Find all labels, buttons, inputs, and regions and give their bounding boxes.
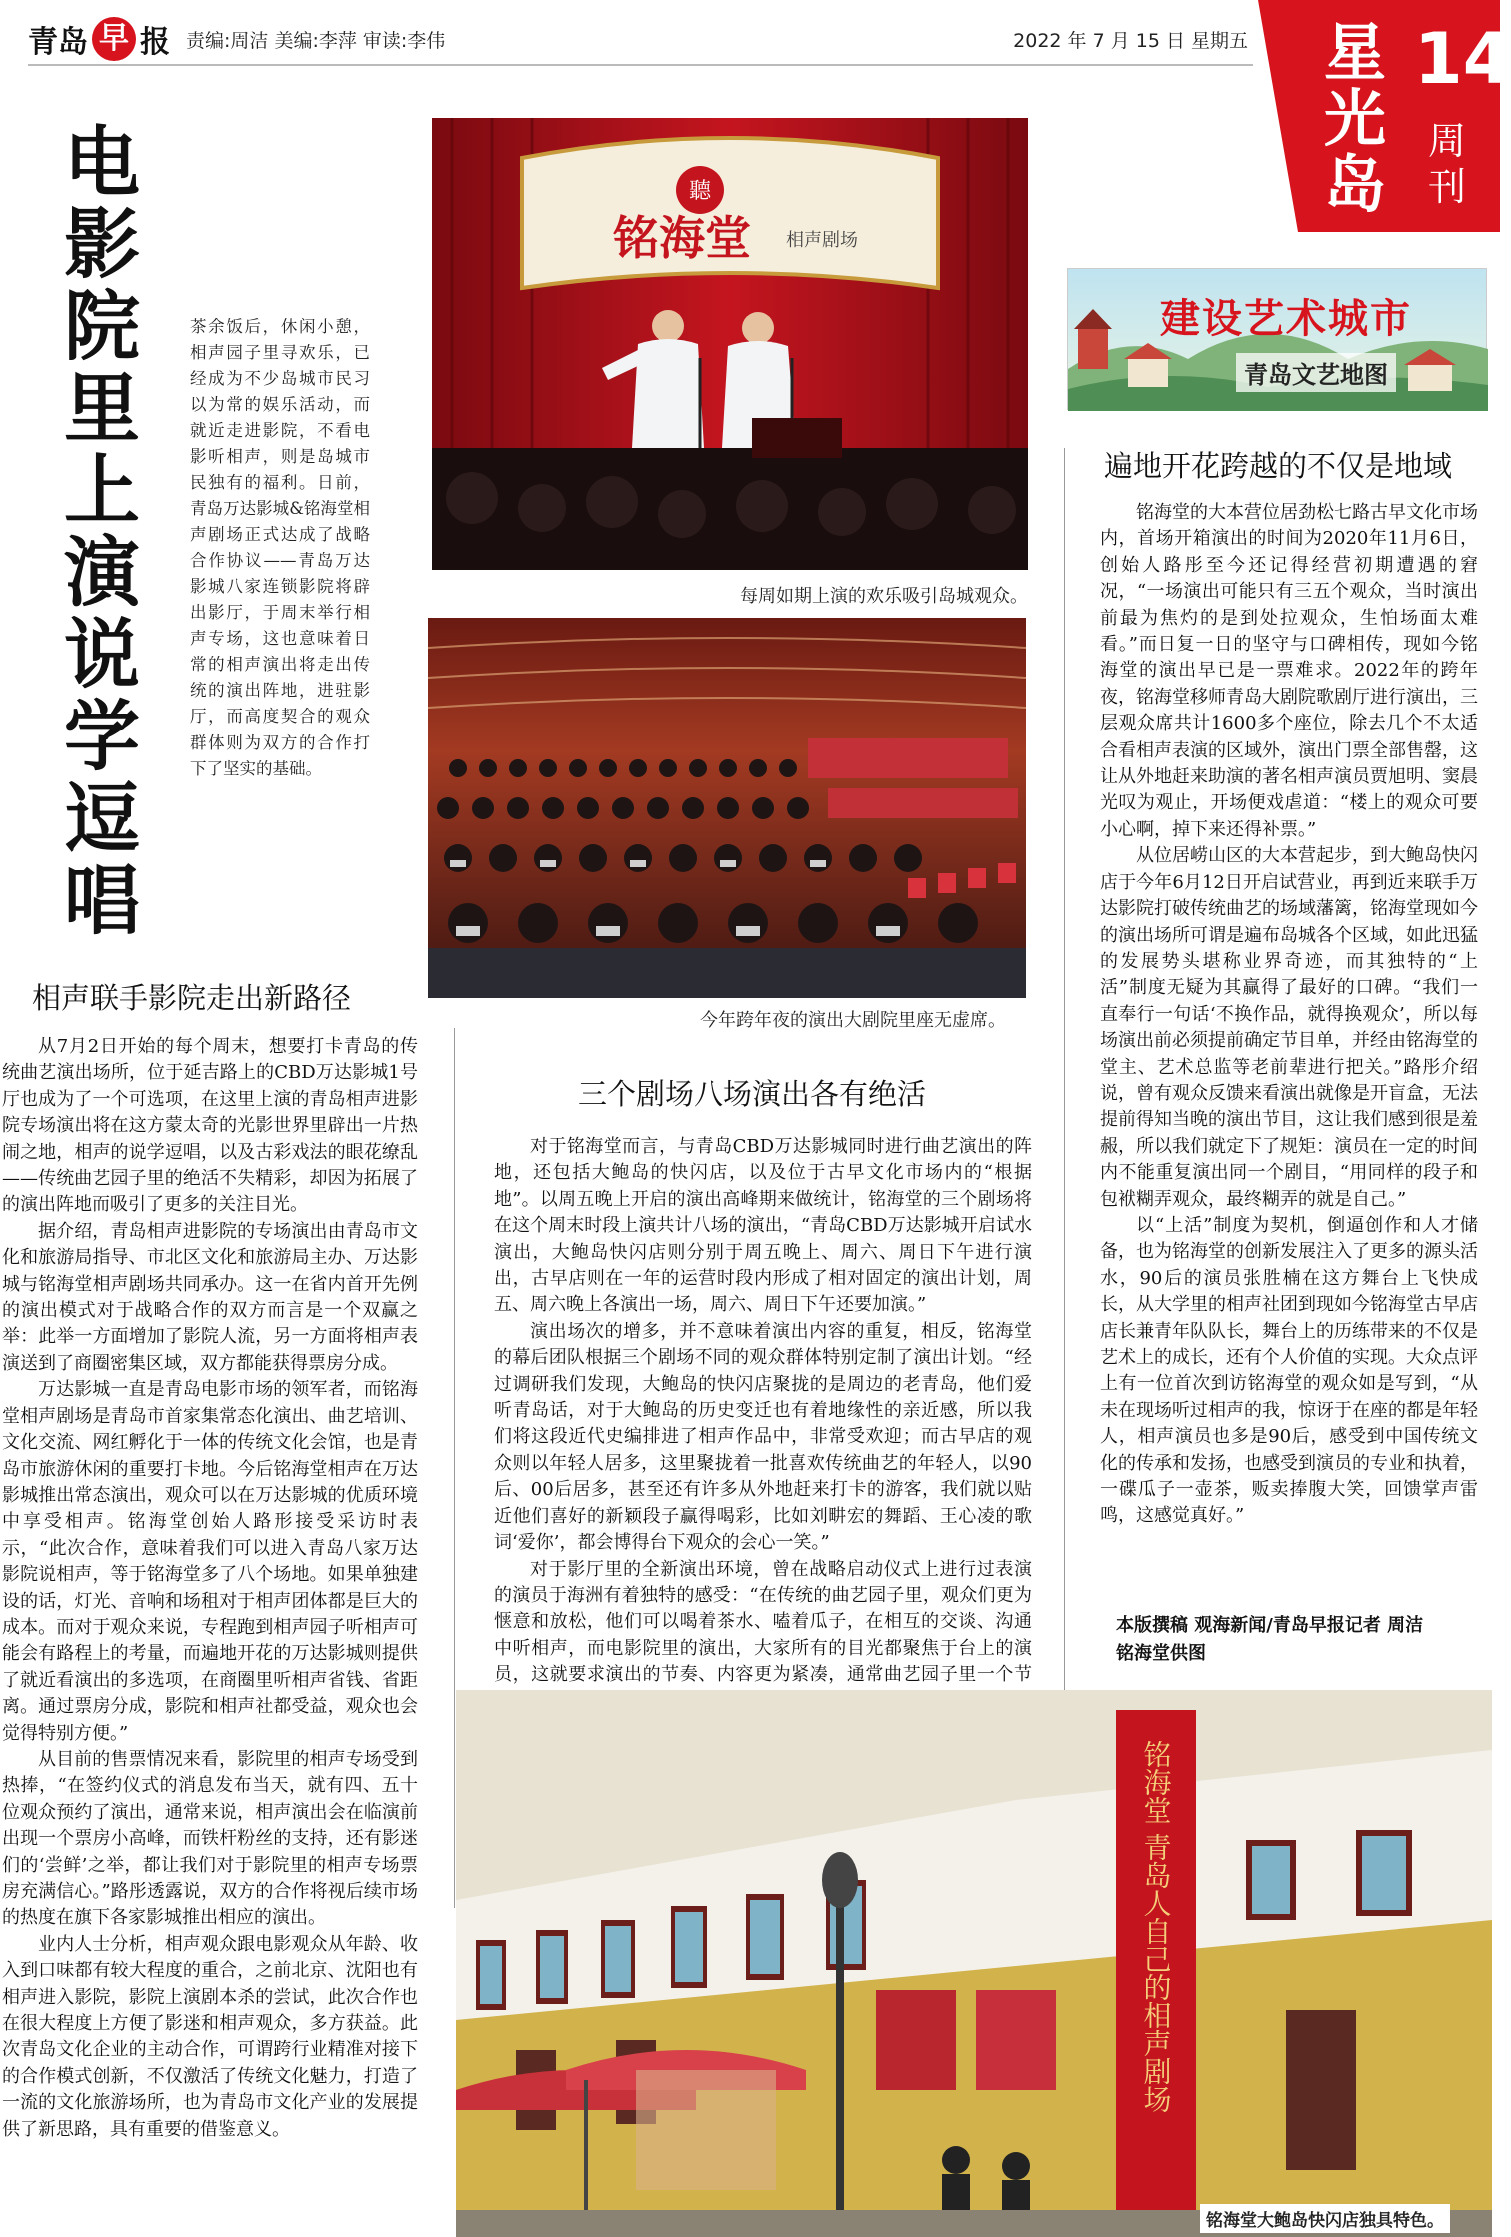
page-headline: 电影院里上演说学逗唱 <box>64 118 140 945</box>
section1-title: 相声联手影院走出新路径 <box>32 981 352 1015</box>
section1-paragraph: 从目前的售票情况来看，影院里的相声专场受到热捧，“在签约仪式的消息发布当天，就有四、五十位观众预约了演出，通常来说，相声演出会在临演前出现一个票房小高峰，而铁杆粉丝的支持，还有影迷们的‘尝鲜’之举，都让我们对于影院里的相声专场票房充满信心。”路彤透露说，双方的合作将视后续市场的热度在旗下各家影城推出相应的演出。 <box>2 1748 418 1929</box>
section1-paragraph: 业内人士分析，相声观众跟电影观众从年龄、收入到口味都有较大程度的重合，之前北京、沈阳也有相声进入影院，影院上演剧本杀的尝试，此次合作也在很大程度上方便了影迷和相声观众，多方获益。此次青岛文化企业的主动合作，可谓跨行业精准对接下的合作模式创新，不仅激活了传统文化魅力，打造了一流的文化旅游场所，也为青岛市文化产业的发展提供了新思路，具有重要的借鉴意义。 <box>2 1933 418 2140</box>
lead-paragraph: 茶余饭后，休闲小憩，相声园子里寻欢乐，已经成为不少岛城市民习以为常的娱乐活动，而就近走进影院，不看电影听相声，则是岛城市民独有的福利。日前，青岛万达影城&铭海堂相声剧场正式达成了战略合作协议——青岛万达影城八家连锁影院将辟出影厅，于周末举行相声专场，这也意味着日常的相声演出将走出传统的演出阵地，进驻影厅，而高度契合的观众群体则为双方的合作打下了坚实的基础。 <box>190 317 370 778</box>
masthead <box>28 14 1248 64</box>
stage-photo <box>432 118 1028 570</box>
art-city-banner <box>1067 268 1487 410</box>
storefront-illustration <box>456 1690 1492 2237</box>
credit-photo: 铭海堂供图 <box>1116 1643 1206 1664</box>
column-divider <box>1064 448 1065 1748</box>
section-tab <box>1298 0 1511 232</box>
storefront-photo <box>456 1690 1492 2237</box>
section3-paragraph: 从位居崂山区的大本营起步，到大鲍岛快闪店于今年6月12日开启试营业，再到近来联手万达影院打破传统曲艺的场域藩篱，铭海堂现如今的演出场所可谓是遍布岛城各个区域，如此迅猛的发展势头堪称业界奇迹，而其独特的“上活”制度无疑为其赢得了最好的口碑。“我们一直奉行一句话‘不换作品，就得换观众’，所以每场演出前必须提前确定节目单，并经由铭海堂的堂主、艺术总监等老前辈进行把关。”路彤介绍说，曾有观众反馈来看演出就像是开盲盒，无法提前得知当晚的演出节目，这让我们感到很是羞赧，所以我们就定下了规矩：演员在一定的时间内不能重复演出同一个剧目，“用同样的段子和包袱糊弄观众，最终糊弄的就是自己。” <box>1100 845 1478 1210</box>
section3-title: 遍地开花跨越的不仅是地域 <box>1104 449 1453 483</box>
photo2-caption: 今年跨年夜的演出大剧院里座无虚席。 <box>700 1010 1006 1031</box>
section2-paragraph: 演出场次的增多，并不意味着演出内容的重复，相反，铭海堂的幕后团队根据三个剧场不同的观众群体特别定制了演出计划。“经过调研我们发现，大鲍岛的快闪店聚拢的是周边的老青岛，他们爱听青岛话，对于大鲍岛的历史变迁也有着地缘性的亲近感，所以我们将这段近代史编排进了相声作品中，非常受欢迎；而古早店的观众则以年轻人居多，这里聚拢着一批喜欢传统曲艺的年轻人，以90后、00后居多，甚至还有许多从外地赶来打卡的游客，我们就以贴近他们喜好的新颖段子赢得喝彩，比如刘畊宏的舞蹈、王心凌的歌词‘爱你’，都会博得台下观众的会心一笑。” <box>494 1320 1032 1554</box>
section3-paragraph: 以“上活”制度为契机，倒逼创作和人才储备，也为铭海堂的创新发展注入了更多的源头活水，90后的演员张胜楠在这方舞台上飞快成长，从大学里的相声社团到现如今铭海堂古早店店长兼青年队队长，舞台上的历练带来的不仅是艺术上的成长，还有个人价值的实现。大众点评上有一位首次到访铭海堂的观众如是写到，“从未在现场听过相声的我，惊讶于在座的都是年轻人，相声演员也多是90后，感受到中国传统文化的传承和发扬，也感受到演员的专业和执着，一碟瓜子一壶茶，贩卖捧腹大笑，回馈掌声雷鸣，这感觉真好。” <box>1100 1214 1478 1527</box>
logo-circle-char: 早 <box>92 17 136 61</box>
masthead-rule <box>28 64 1253 66</box>
photo1-caption: 每周如期上演的欢乐吸引岛城观众。 <box>740 586 1028 607</box>
audience-illustration <box>428 618 1026 998</box>
red-banner-text: 铭海堂 青岛人自己的相声剧场 <box>1139 1740 1173 2113</box>
section1-paragraph: 据介绍，青岛相声进影院的专场演出由青岛市文化和旅游局指导、市北区文化和旅游局主办、万达影城与铭海堂相声剧场共同承办。这一在省内首开先例的演出模式对于战略合作的双方而言是一个双赢之举：此举一方面增加了影院人流，另一方面将相声表演送到了商圈密集区域，双方都能获得票房分成。 <box>2 1220 418 1374</box>
photo3-caption: 铭海堂大鲍岛快闪店独具特色。 <box>1200 2204 1450 2233</box>
issue-date: 2022 年 7 月 15 日 星期五 <box>1013 30 1248 52</box>
sign-seal: 聽 <box>688 179 712 204</box>
page-number: 14 <box>1414 18 1511 100</box>
section3-paragraph: 铭海堂的大本营位居劲松七路古早文化市场内，首场开箱演出的时间为2020年11月6日，创始人路彤至今还记得经营初期遭遇的窘况，“一场演出可能只有三五个观众，当时演出前最为焦灼的是到处拉观众，生怕场面太难看。”而日复一日的坚守与口碑相传，现如今铭海堂的演出早已是一票难求。2022年的跨年夜，铭海堂移师青岛大剧院歌剧厅进行演出，三层观众席共计1600多个座位，除去几个不太适合看相声表演的区域外，演出门票全部售罄，这让从外地赶来助演的著名相声演员贾旭明、窦晨光叹为观止，开场便戏虐道：“楼上的观众可要小心啊，掉下来还得补票。” <box>1100 502 1478 840</box>
audience-photo <box>428 618 1026 998</box>
section1-body <box>2 1034 418 2143</box>
section2-paragraph: 对于铭海堂而言，与青岛CBD万达影城同时进行曲艺演出的阵地，还包括大鲍岛的快闪店，以及位于古早文化市场内的“根据地”。以周五晚上开启的演出高峰期来做统计，铭海堂的三个剧场将在这个周末时段上演共计八场的演出，“青岛CBD万达影城开启试水演出，大鲍岛快闪店则分别于周五晚上、周六、周日下午进行演出，古早店则在一年的运营时段内形成了相对固定的演出计划，周五、周六晚上各演出一场，周六、周日下午还要加演。” <box>494 1136 1032 1316</box>
section1-paragraph: 从7月2日开始的每个周末，想要打卡青岛的传统曲艺演出场所，位于延吉路上的CBD万达影城1号厅也成为了一个可选项，在这里上演的青岛相声进影院专场演出将在这方蒙太奇的光影世界里辟出一片热闹之地，相声的说学逗唱，以及古彩戏法的眼花缭乱——传统曲艺园子里的绝活不失精彩，却因为拓展了的演出阵地而吸引了更多的关注目光。 <box>2 1036 418 1216</box>
sign-main: 铭海堂 <box>613 211 751 265</box>
newspaper-logo: 青岛 早 报 <box>28 17 170 61</box>
editor-credits: 责编:周洁 美编:李萍 审读:李伟 <box>186 29 446 52</box>
banner-subtitle: 青岛文艺地图 <box>1236 353 1396 392</box>
section2-paragraph: 对于影厅里的全新演出环境，曾在战略启动仪式上进行过表演的演员于海洲有着独特的感受：“在传统的曲艺园子里，观众们更为惬意和放松，他们可以喝着茶水、嗑着瓜子，在相互的交谈、沟通中听相声，而电影院里的演出，大家所有的目光都聚焦于台上的演员，这就要求演出的节奏、内容更为紧凑，通常曲艺园子里一个节 <box>494 1558 1032 1686</box>
section2-title: 三个剧场八场演出各有绝活 <box>578 1077 927 1111</box>
section1-paragraph: 万达影城一直是青岛电影市场的领军者，而铭海堂相声剧场是青岛市首家集常态化演出、曲艺培训、文化交流、网红孵化于一体的传统文化会馆，也是青岛市旅游休闲的重要打卡地。今后铭海堂相声在万达影城推出常态演出，观众可以在万达影城的优质环境中享受相声。铭海堂创始人路形接受采访时表示，“此次合作，意味着我们可以进入青岛八家万达影院说相声，等于铭海堂多了八个场地。如果单独建设的话，灯光、音响和场租对于相声团体都是巨大的成本。而对于观众来说，专程跑到相声园子听相声可能会有路程上的考量，而遍地开花的万达影城则提供了就近看演出的多选项，在商圈里听相声省钱、省距离。通过票房分成，影院和相声社都受益，观众也会觉得特别方便。” <box>2 1379 418 1744</box>
credit-author: 本版撰稿 观海新闻/青岛早报记者 周洁 <box>1116 1615 1424 1636</box>
section3-body <box>1100 500 1478 1530</box>
section-name: 星光岛 <box>1324 16 1387 221</box>
stage-illustration <box>432 118 1028 570</box>
article-credit <box>1116 1612 1486 1668</box>
sign-side: 相声剧场 <box>786 230 858 251</box>
column-divider <box>454 1028 455 1908</box>
banner-title: 建设艺术城市 <box>1160 296 1412 342</box>
section-weekly-label: 周刊 <box>1428 119 1467 209</box>
